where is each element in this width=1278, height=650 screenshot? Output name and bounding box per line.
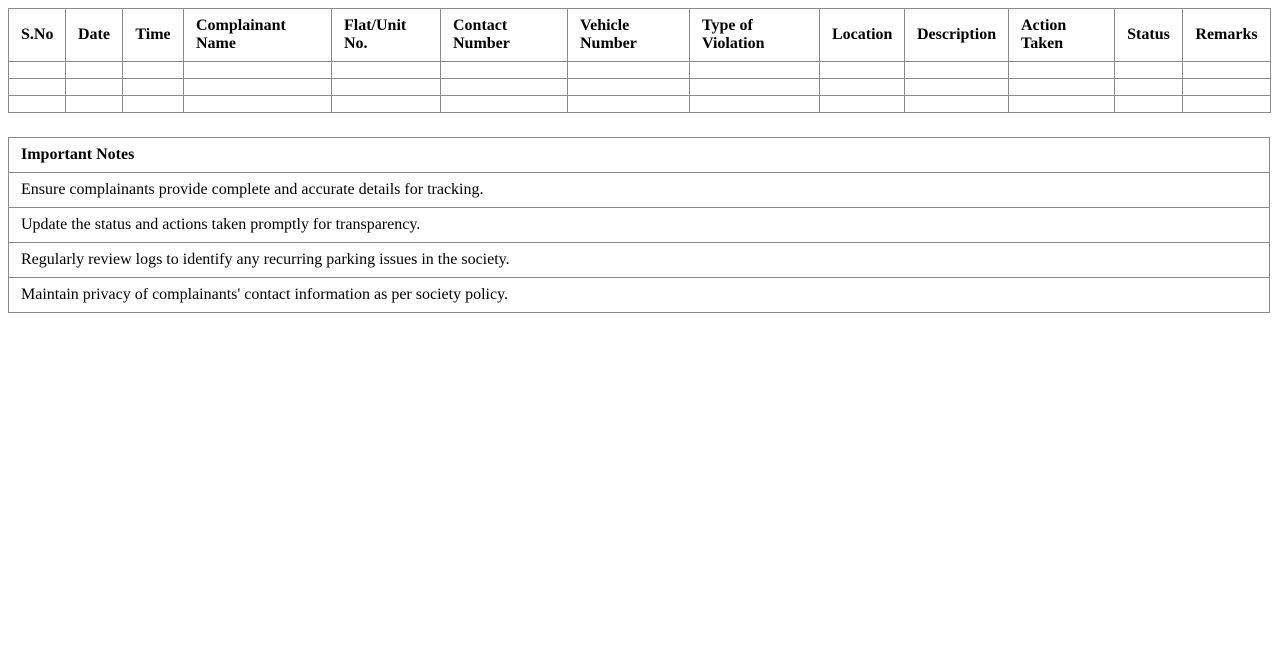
table-cell[interactable]: [332, 96, 441, 113]
table-cell[interactable]: [66, 79, 123, 96]
table-cell[interactable]: [1115, 96, 1183, 113]
column-header-vehicle-number: Vehicle Number: [568, 9, 690, 62]
table-cell[interactable]: [820, 79, 905, 96]
column-header-action-taken: Action Taken: [1009, 9, 1115, 62]
column-header-complainant-name: Complainant Name: [184, 9, 332, 62]
column-header-contact-number: Contact Number: [441, 9, 568, 62]
table-row: [9, 96, 1271, 113]
table-row: [9, 79, 1271, 96]
column-header-flat-unit-no: Flat/Unit No.: [332, 9, 441, 62]
column-header-type-of-violation: Type of Violation: [690, 9, 820, 62]
table-cell[interactable]: [1009, 79, 1115, 96]
table-row: [9, 62, 1271, 79]
table-cell[interactable]: [1183, 96, 1271, 113]
table-cell[interactable]: [568, 79, 690, 96]
table-cell[interactable]: [905, 96, 1009, 113]
column-header-date: Date: [66, 9, 123, 62]
table-cell[interactable]: [123, 96, 184, 113]
column-header-description: Description: [905, 9, 1009, 62]
list-item: [9, 173, 1270, 208]
table-cell[interactable]: [690, 79, 820, 96]
column-header-sno: S.No: [9, 9, 66, 62]
notes-header-row: [9, 138, 1270, 173]
table-cell[interactable]: [184, 62, 332, 79]
table-cell[interactable]: [66, 62, 123, 79]
notes-title: Important Notes: [9, 138, 1270, 173]
list-item: [9, 243, 1270, 278]
note-text: Maintain privacy of complainants' contact information as per society policy.: [9, 278, 1270, 313]
table-cell[interactable]: [332, 62, 441, 79]
note-text: Update the status and actions taken promptly for transparency.: [9, 208, 1270, 243]
table-cell[interactable]: [123, 79, 184, 96]
column-header-time: Time: [123, 9, 184, 62]
table-cell[interactable]: [9, 79, 66, 96]
table-cell[interactable]: [820, 96, 905, 113]
table-cell[interactable]: [1115, 79, 1183, 96]
complaint-log-table: [8, 8, 1271, 113]
table-cell[interactable]: [905, 62, 1009, 79]
table-cell[interactable]: [1009, 96, 1115, 113]
table-cell[interactable]: [66, 96, 123, 113]
table-cell[interactable]: [1183, 62, 1271, 79]
table-cell[interactable]: [441, 62, 568, 79]
note-text: Ensure complainants provide complete and accurate details for tracking.: [9, 173, 1270, 208]
table-cell[interactable]: [690, 62, 820, 79]
table-cell[interactable]: [184, 96, 332, 113]
table-cell[interactable]: [9, 62, 66, 79]
table-cell[interactable]: [9, 96, 66, 113]
column-header-remarks: Remarks: [1183, 9, 1271, 62]
note-text: Regularly review logs to identify any recurring parking issues in the society.: [9, 243, 1270, 278]
table-cell[interactable]: [332, 79, 441, 96]
table-cell[interactable]: [1115, 62, 1183, 79]
table-cell[interactable]: [1183, 79, 1271, 96]
table-cell[interactable]: [184, 79, 332, 96]
table-cell[interactable]: [1009, 62, 1115, 79]
list-item: [9, 278, 1270, 313]
table-cell[interactable]: [441, 79, 568, 96]
table-cell[interactable]: [568, 96, 690, 113]
important-notes-table: [8, 137, 1270, 313]
table-cell[interactable]: [441, 96, 568, 113]
list-item: [9, 208, 1270, 243]
header-row: [9, 9, 1271, 62]
table-cell[interactable]: [820, 62, 905, 79]
column-header-location: Location: [820, 9, 905, 62]
table-cell[interactable]: [690, 96, 820, 113]
table-cell[interactable]: [905, 79, 1009, 96]
column-header-status: Status: [1115, 9, 1183, 62]
table-cell[interactable]: [568, 62, 690, 79]
table-cell[interactable]: [123, 62, 184, 79]
